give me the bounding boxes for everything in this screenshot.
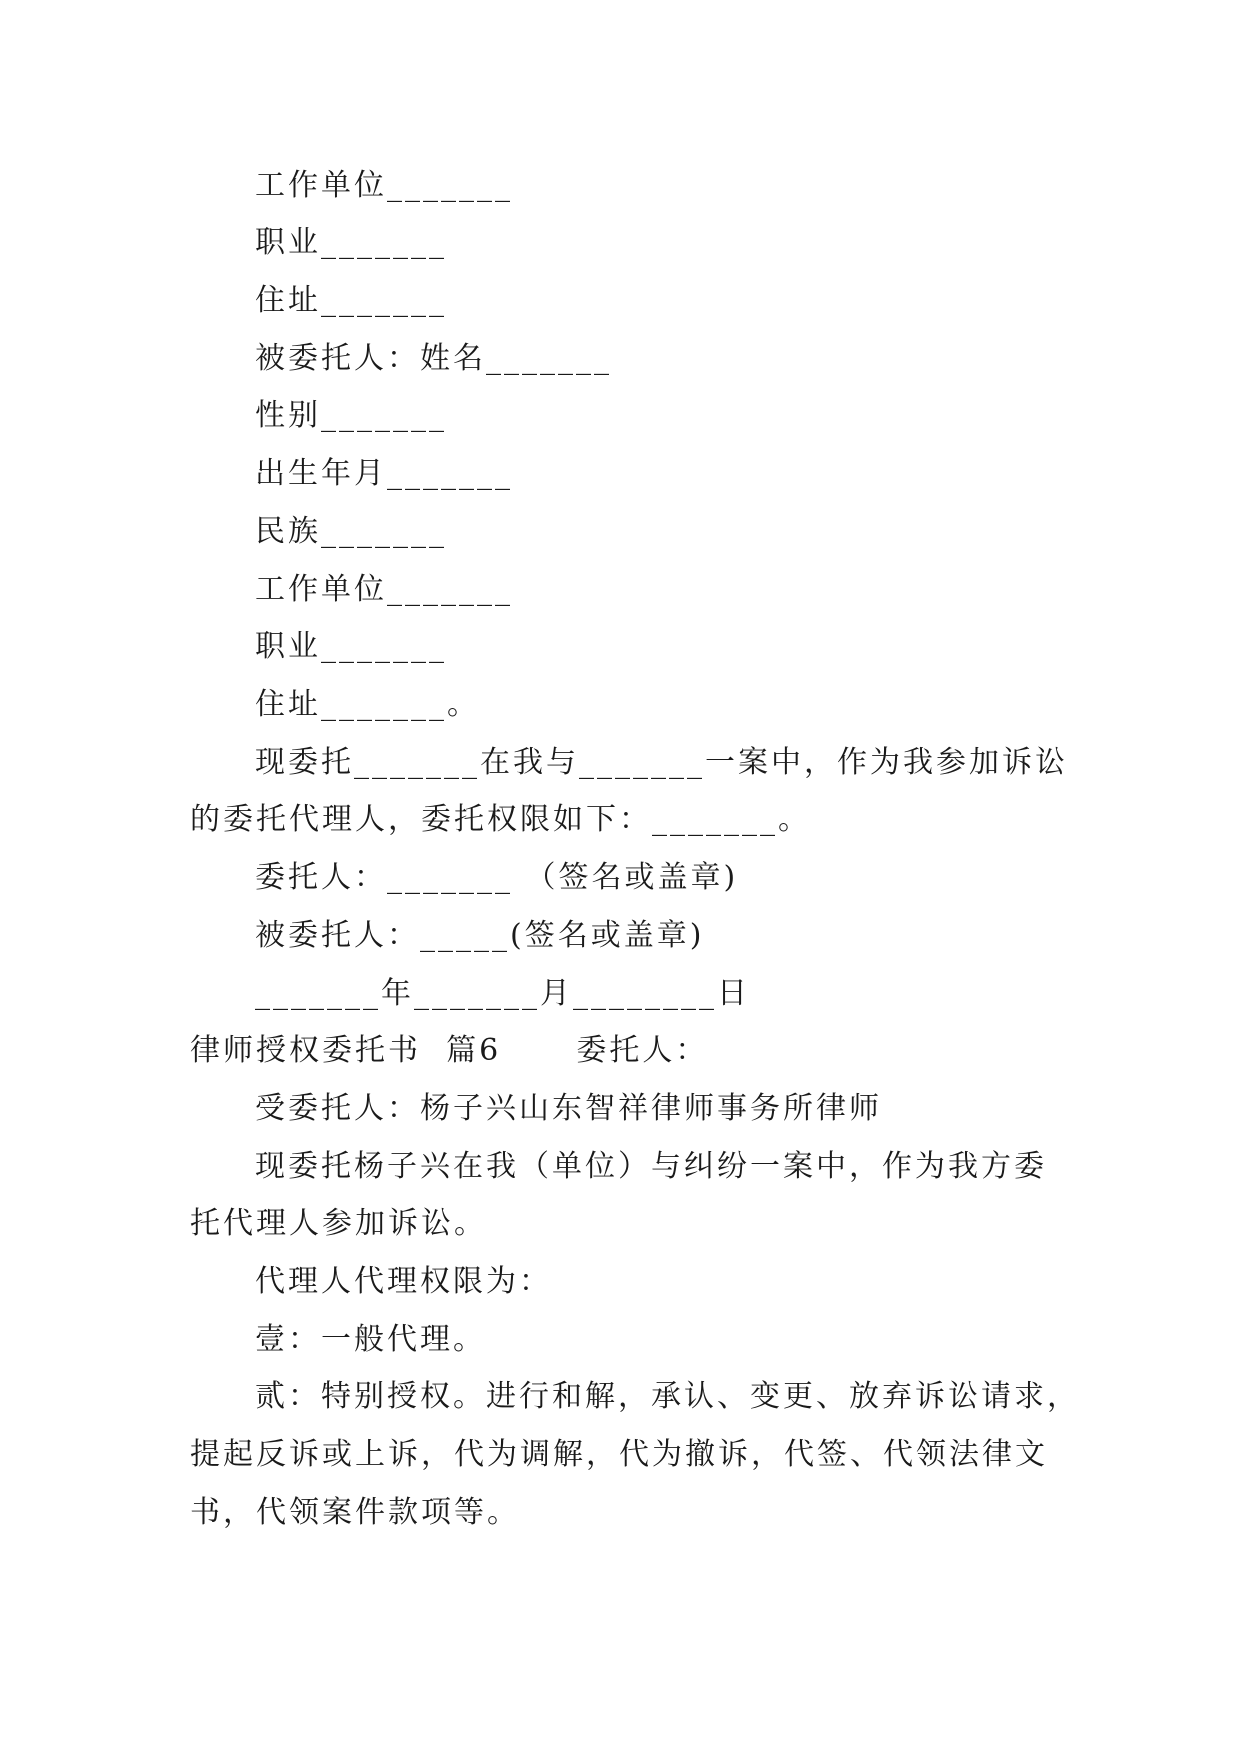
general-agency-line: 壹：一般代理。 <box>255 1322 486 1357</box>
agent-birth-date-line: 出生年月_______ <box>255 456 513 491</box>
date-line: _______年_______月________日 <box>255 976 750 1011</box>
principal-work-unit-line: 工作单位_______ <box>255 168 513 203</box>
entrustment-paragraph-line-2: 的委托代理人，委托权限如下：_______。 <box>190 802 811 837</box>
special-authority-line-3: 书，代领案件款项等。 <box>190 1495 520 1530</box>
special-authority-line-1: 贰：特别授权。进行和解，承认、变更、放弃诉讼请求， <box>255 1379 1080 1414</box>
entrustment-paragraph-line-1: 现委托_______在我与_______一案中，作为我参加诉讼 <box>255 745 1068 780</box>
section-heading-line: 律师授权委托书 篇6 委托人： <box>190 1033 709 1068</box>
principal-occupation-line: 职业_______ <box>255 225 447 260</box>
trustee-line: 受委托人：杨子兴山东智祥律师事务所律师 <box>255 1091 882 1126</box>
agent-signature-line: 被委托人：_____(签名或盖章) <box>255 918 705 953</box>
entrust-statement-line-1: 现委托杨子兴在我（单位）与纠纷一案中，作为我方委 <box>255 1149 1047 1184</box>
agent-gender-line: 性别_______ <box>255 398 447 433</box>
principal-address-line: 住址_______ <box>255 283 447 318</box>
agent-work-unit-line: 工作单位_______ <box>255 572 513 607</box>
authority-heading-line: 代理人代理权限为： <box>255 1264 552 1299</box>
special-authority-line-2: 提起反诉或上诉，代为调解，代为撤诉，代签、代领法律文 <box>190 1437 1048 1472</box>
agent-occupation-line: 职业_______ <box>255 629 447 664</box>
agent-name-line: 被委托人：姓名_______ <box>255 341 612 376</box>
agent-address-line: 住址_______。 <box>255 687 480 722</box>
agent-ethnicity-line: 民族_______ <box>255 514 447 549</box>
entrust-statement-line-2: 托代理人参加诉讼。 <box>190 1206 487 1241</box>
principal-signature-line: 委托人：_______ （签名或盖章) <box>255 860 739 895</box>
